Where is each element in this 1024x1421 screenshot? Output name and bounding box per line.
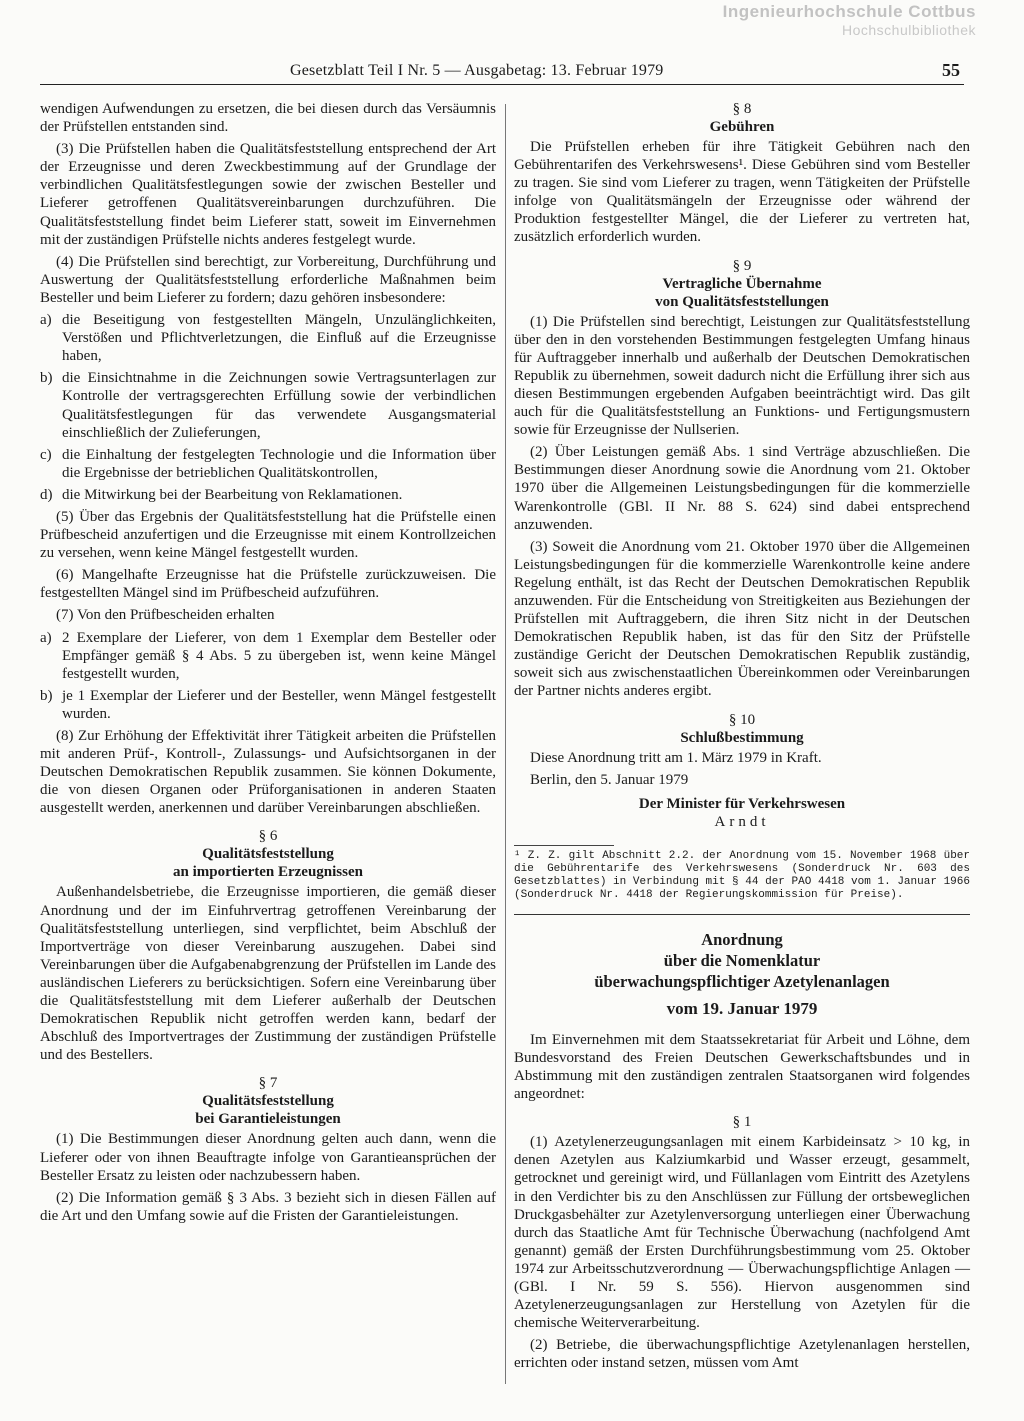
section-title: Vertragliche Übernahme (662, 275, 822, 292)
paragraph-5-5: (5) Über das Ergebnis der Qualitätsfeststellung hat die Prüfstelle einen Prüfbescheid anzufertigen und die Erzeugnisse mit einem Kontrollzeichen zu versehen, wenn keine Mängel festgestellt wurden. (40, 508, 496, 562)
section-8-text: Die Prüfstellen erheben für ihre Tätigkeit Gebühren nach den Gebührentarifen des Verkehrswesens¹. Diese Gebühren sind vom Besteller zu tragen. Sie sind vom Lieferer zu tragen, wenn Tätigkeiten der Prüfstelle infolge von Qualitätsmängeln der Erzeugnisse oder während der Produktion festgestellter Mängel, die der Lieferer zu vertreten hat, zusätzlich erforderlich wurden. (514, 139, 970, 246)
ordinance-intro: Im Einvernehmen mit dem Staatssekretariat für Arbeit und Löhne, dem Bundesvorstand des Freien Deutschen Gewerkschaftsbundes und in Abstimmung mit den zuständigen zentralen Staatsorganen wird folgendes angeordnet: (514, 1031, 970, 1103)
section-number: § 7 (258, 1075, 278, 1092)
section-9-heading (514, 257, 970, 311)
list-text: 2 Exemplare der Lieferer, von dem 1 Exemplar dem Besteller oder Empfänger gemäß § 4 Abs. 5 zu übergeben ist, wenn keine Mängel festgestellt wurden, (62, 629, 496, 682)
right-column (514, 100, 970, 1377)
section-10-text: Diese Anordnung tritt am 1. März 1979 in Kraft. (530, 749, 822, 766)
ordinance-title-line: überwachungspflichtiger Azetylenanlagen (594, 971, 890, 991)
ordinance-title-line: über die Nomenklatur (663, 950, 821, 970)
section-number: § 8 (732, 101, 752, 117)
list-item (40, 687, 496, 723)
list-label: c) (40, 446, 52, 463)
list-text: die Mitwirkung bei der Bearbeitung von Reklamationen. (62, 486, 403, 503)
ordinance-paragraph-1-2: (2) Betriebe, die überwachungspflichtige Azetylenanlagen herstellen, errichten oder instand setzen, müssen vom Amt (514, 1337, 970, 1372)
list-label: b) (40, 370, 53, 387)
list-item (40, 369, 496, 441)
section-title: Schlußbestimmung (680, 729, 804, 746)
list-text: die Einhaltung der festgelegten Technologie und die Information über die Ergebnisse der betrieblichen Qualitätskontrollen, (62, 446, 496, 481)
place-date: Berlin, den 5. Januar 1979 (530, 771, 689, 788)
paragraph-5-4: (4) Die Prüfstellen sind berechtigt, zur Vorbereitung, Durchführung und Auswertung der Qualitätsfeststellung erforderliche Maßnahmen beim Besteller und beim Lieferer zu fordern; dazu gehören insbesondere: (40, 253, 496, 306)
ordinance-title-line: Anordnung (701, 929, 783, 949)
list-item (40, 311, 496, 365)
signature-block (514, 771, 970, 831)
paragraph-7-1: (1) Die Bestimmungen dieser Anordnung gelten auch dann, wenn die Lieferer oder von ihnen Beauftragte infolge von Garantieansprüchen der Besteller Ersatz zu leisten oder nachzubessern haben. (40, 1131, 496, 1184)
section-number: § 6 (258, 828, 278, 845)
paragraph-9-1: (1) Die Prüfstellen sind berechtigt, Leistungen zur Qualitätsfeststellung über den in den vorstehenden Bestimmungen festgelegten Umfang hinaus für Auftraggeber innerhalb und außerhalb der Deutschen Demokratischen Republik zu übernehmen, soweit dadurch nicht die Erfüllung ihrer sich aus diesen Bestimmungen ergebenden Aufgaben beeinträchtigt wird. Das gilt auch für die Qualitätsfeststellung an Funktions- und Fertigungsmustern sowie für Erzeugnisse der Nullserien. (514, 313, 970, 439)
ordinance-paragraph-1-1: (1) Azetylenerzeugungsanlagen mit einem Karbideinsatz > 10 kg, in denen Azetylen aus Kalziumkarbid und Wasser erzeugt, gesammelt, getrocknet und gereinigt wird, und Füllanlagen vom Eintritt des Azetylens in den Verdichter bis zu den Anschlüssen zur Füllung der ortsbeweglichen Druckgasbehälter zur Azetylenversorgung unterliegen einer Überwachung durch das Staatliche Amt für Technische Überwachung (nachfolgend Amt genannt) gemäß der Ersten Durchführungsbestimmung vom 25. Oktober 1974 zur Arbeitsschutzverordnung — Überwachungspflichtige Anlagen — (GBl. I Nr. 59 S. 556). Hiervon ausgenommen sind Azetylenerzeugungsanlagen zur Herstellung von Azetylen für die chemische Weiterverarbeitung. (514, 1134, 970, 1332)
header-title: Gesetzblatt Teil I Nr. 5 — Ausgabetag: 13. Februar 1979 (290, 62, 664, 79)
paragraph-5-7: (7) Von den Prüfbescheiden erhalten (56, 607, 275, 624)
list-text: die Beseitigung von festgestellten Mängeln, Unzulänglichkeiten, Verstößen und Pflichtverletzungen, die Einfluß auf die Erzeugnisse haben, (62, 312, 496, 365)
signer-name: Arndt (714, 813, 770, 830)
footnote-rule (514, 845, 614, 846)
section-10-heading (514, 711, 970, 747)
stamp-line-2: Hochschulbibliothek (841, 22, 976, 38)
column-divider (505, 104, 506, 1384)
article-divider (514, 914, 970, 915)
ordinance-date: vom 19. Januar 1979 (666, 998, 818, 1018)
section-8-heading (514, 100, 970, 136)
left-column (40, 100, 496, 1229)
section-title: Qualitätsfeststellung (202, 846, 334, 863)
paragraph-5-3: (3) Die Prüfstellen haben die Qualitätsfeststellung entsprechend der Art der Erzeugnisse und deren Zweckbestimmung auf der Grundlage der verbindlichen Qualitätsfestlegungen sowie der zwischen Besteller und Lieferer getroffenen Qualitätsvereinbarungen durchzuführen. Die Qualitätsfeststellung findet beim Lieferer statt, soweit im Einvernehmen mit der zuständigen Prüfstelle nichts anderes festgelegt wurde. (40, 141, 496, 248)
page-number: 55 (942, 60, 960, 80)
list-text: je 1 Exemplar der Lieferer und der Besteller, wenn Mängel festgestellt wurden. (62, 687, 496, 722)
paragraph-5-6: (6) Mangelhafte Erzeugnisse hat die Prüfstelle zurückzuweisen. Die festgestellten Mängel sind im Prüfbescheid aufzuführen. (40, 567, 496, 602)
paragraph-9-2: (2) Über Leistungen gemäß Abs. 1 sind Verträge abzuschließen. Die Bestimmungen dieser Anordnung sowie die Anordnung vom 21. Oktober 1970 über die Allgemeinen Leistungsbedingungen für die kommerzielle Warenkontrolle (GBl. II Nr. 88 S. 624) sind dabei entsprechend anzuwenden. (514, 444, 970, 533)
section-title: Qualitätsfeststellung (202, 1093, 334, 1110)
stamp-line-1: Ingenieurhochschule Cottbus (722, 2, 976, 21)
list-item (40, 446, 496, 482)
section-6-text: Außenhandelsbetriebe, die Erzeugnisse importieren, die gemäß dieser Anordnung und der im Einfuhrvertrag getroffenen Vereinbarung der Qualitätsfeststellung unterliegen, sind verpflichtet, beim Abschluß der Importverträge von dieser Vereinbarung auszugehen. Dabei sind Vereinbarungen über die Aufgabenabgrenzung der Prüfstellen im Lande des ausländischen Lieferers zu berücksichtigen. Sofern eine Vereinbarung über die Qualitätsfeststellung mit dem Lieferer außerhalb der Deutschen Demokratischen Republik nicht getroffen werden kann, bedarf der Abschluß des Importvertrages der Zustimmung der zuständigen Prüfstelle und des Bestellers. (40, 884, 496, 1064)
list-item (40, 486, 496, 504)
list-label: a) (40, 629, 52, 646)
minister-title: Der Minister für Verkehrswesen (638, 795, 846, 812)
list-text: die Einsichtnahme in die Zeichnungen sowie Vertragsunterlagen zur Kontrolle der vertragsgerechten Erfüllung sowie der verbindlichen Qualitätsfestlegungen für das verwendete Ausgangsmaterial einschließlich der Zulieferungen, (62, 370, 496, 441)
section-title: Gebühren (709, 119, 775, 135)
library-stamp (723, 2, 976, 40)
list-item (40, 629, 496, 683)
list-label: a) (40, 312, 52, 329)
ordinance-title (514, 929, 970, 1019)
paragraph-5-8: (8) Zur Erhöhung der Effektivität ihrer Tätigkeit arbeiten die Prüfstellen mit anderen Prüf-, Kontroll-, Zulassungs- und Aufsichtsorganen in der Deutschen Demokratischen Republik zusammen. Sie können Dokumente, die von diesen Organen oder Prüforganisationen in anderen Staaten ausgestellt werden, anerkennen und darüber Vereinbarungen abschließen. (40, 728, 496, 817)
paragraph-continuation: wendigen Aufwendungen zu ersetzen, die bei diesen durch das Versäumnis der Prüfstellen entstanden sind. (40, 101, 496, 136)
section-title: an importierten Erzeugnissen (173, 864, 363, 881)
section-title: bei Garantieleistungen (195, 1111, 341, 1128)
section-title: von Qualitätsfeststellungen (655, 293, 829, 310)
page-header (40, 60, 964, 85)
section-number: § 1 (732, 1114, 752, 1131)
section-number: § 9 (732, 257, 752, 274)
list-label: d) (40, 486, 53, 503)
list-label: b) (40, 687, 53, 704)
paragraph-7-2: (2) Die Information gemäß § 3 Abs. 3 bezieht sich in diesen Fällen auf die Art und den Umfang sowie auf die Fristen der Garantieleistungen. (40, 1189, 496, 1224)
ordinance-section-1-heading (514, 1113, 970, 1131)
section-number: § 10 (728, 711, 756, 728)
paragraph-9-3: (3) Soweit die Anordnung vom 21. Oktober 1970 über die Allgemeinen Leistungsbedingungen für die kommerzielle Warenkontrolle keine andere Regelung enthält, ist das Recht der Deutschen Demokratischen Republik anzuwenden. Für die Entscheidung von Streitigkeiten aus Beziehungen der Prüfstellen mit Auftraggebern, die ihren Sitz nicht in der Deutschen Demokratischen Republik haben, ist das für den Sitz der Prüfstelle zuständige Gericht der Deutschen Demokratischen Republik zuständig, soweit sich aus zwischenstaatlichen Übereinkommen oder Vereinbarungen der Partner nichts anderes ergibt. (514, 538, 970, 700)
section-6-heading (40, 827, 496, 881)
footnote: ¹ Z. Z. gilt Abschnitt 2.2. der Anordnung vom 15. November 1968 über die Gebührentarife des Verkehrswesens (Sonderdruck Nr. 603 des Gesetzblattes) in Verbindung mit § 44 der PAO 4418 vom 1. Januar 1966 (Sonderdruck Nr. 4418 der Regierungskommission für Preise). (514, 849, 970, 901)
section-7-heading (40, 1074, 496, 1128)
